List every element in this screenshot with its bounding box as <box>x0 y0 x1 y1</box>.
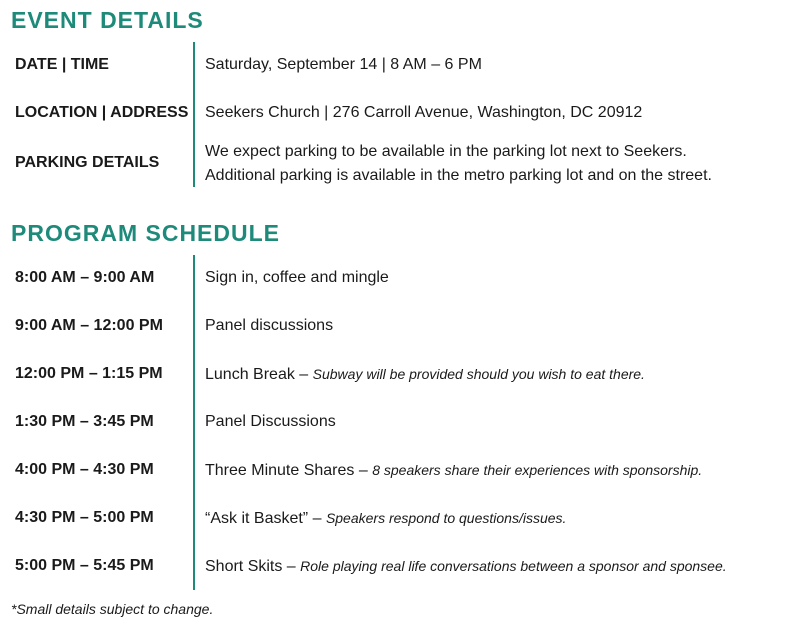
schedule-description <box>205 411 790 433</box>
program-schedule-heading: PROGRAM SCHEDULE <box>11 220 281 246</box>
schedule-description <box>205 315 790 337</box>
schedule-note: Subway will be provided should you wish to eat there. <box>312 366 645 382</box>
row-value-line-2: Additional parking is available in the metro parking lot and on the street. <box>205 167 712 184</box>
footnote: *Small details subject to change. <box>11 601 214 617</box>
schedule-description <box>205 267 790 289</box>
schedule-note: Role playing real life conversations between a sponsor and sponsee. <box>300 558 727 574</box>
schedule-dash: – <box>294 366 313 383</box>
schedule-time: 4:00 PM – 4:30 PM <box>15 461 154 478</box>
row-label: PARKING DETAILS <box>15 154 160 171</box>
event-details-heading: EVENT DETAILS <box>11 7 204 33</box>
schedule-note: Speakers respond to questions/issues. <box>325 510 567 526</box>
schedule-description <box>205 555 790 578</box>
row-label: DATE | TIME <box>15 56 109 73</box>
schedule-title: Short Skits <box>205 558 283 575</box>
schedule-time: 9:00 AM – 12:00 PM <box>15 317 163 334</box>
schedule-description <box>205 507 790 530</box>
schedule-description <box>205 459 790 482</box>
row-value: Saturday, September 14 | 8 AM – 6 PM <box>205 56 482 73</box>
row-label: LOCATION | ADDRESS <box>15 104 189 121</box>
schedule-time: 1:30 PM – 3:45 PM <box>15 413 154 430</box>
column-divider <box>193 255 195 590</box>
column-divider <box>193 42 195 187</box>
schedule-title: Panel Discussions <box>205 413 336 430</box>
schedule-time: 5:00 PM – 5:45 PM <box>15 557 154 574</box>
schedule-time: 12:00 PM – 1:15 PM <box>15 365 163 382</box>
schedule-time: 8:00 AM – 9:00 AM <box>15 269 155 286</box>
schedule-title: Three Minute Shares <box>205 462 355 479</box>
schedule-title: Lunch Break <box>205 366 295 383</box>
row-value-line-1: We expect parking to be available in the parking lot next to Seekers. <box>205 143 687 160</box>
schedule-title: “Ask it Basket” <box>205 510 309 527</box>
schedule-time: 4:30 PM – 5:00 PM <box>15 509 154 526</box>
schedule-title: Sign in, coffee and mingle <box>205 269 389 286</box>
schedule-dash: – <box>354 462 373 479</box>
schedule-note: 8 speakers share their experiences with sponsorship. <box>372 462 703 478</box>
row-value: Seekers Church | 276 Carroll Avenue, Washington, DC 20912 <box>205 104 643 121</box>
schedule-title: Panel discussions <box>205 317 334 334</box>
schedule-dash: – <box>308 510 326 527</box>
program-schedule-table <box>0 255 795 590</box>
event-details-table <box>0 42 795 187</box>
schedule-dash: – <box>282 558 301 575</box>
schedule-description <box>205 363 790 386</box>
